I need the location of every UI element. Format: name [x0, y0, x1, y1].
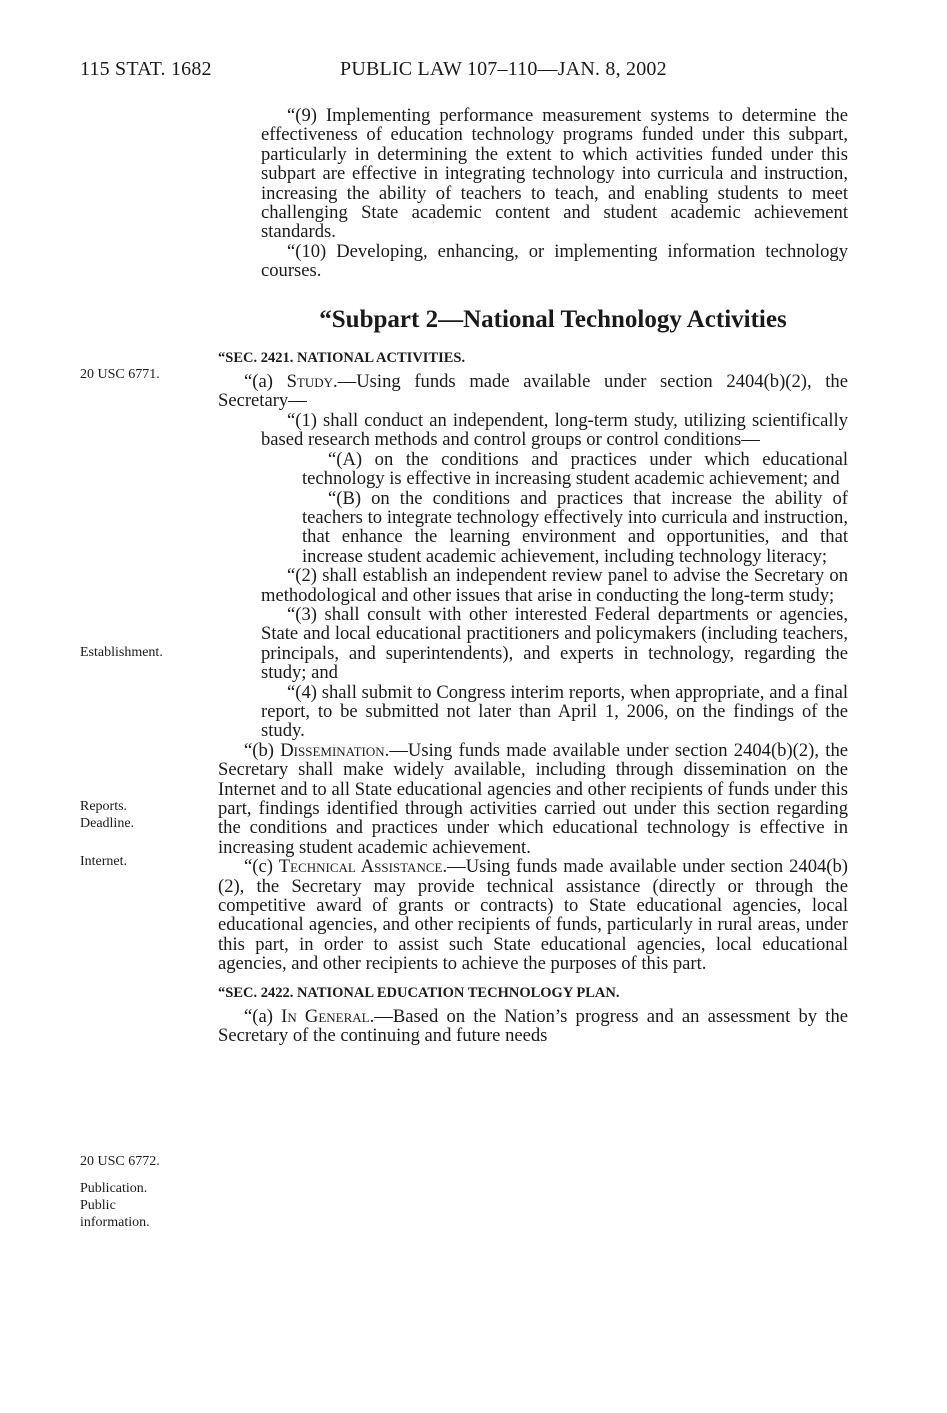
- statute-body: [218, 106, 848, 1046]
- subsection-a-in-general: [218, 1007, 848, 1046]
- subsection-c-text: .—Using funds made available under section 2404(b)(2), the Secretary may provide technical assistance (directly or through the competitive award of grants or contracts) to State educational agencies, local educational agencies, and other recipients of funds, particularly in rural areas, under this part, in order to assist such State educational agencies, local educational agencies, and other recipients to achieve the purposes of this part.: [218, 856, 848, 975]
- subsection-b-text: .—Using funds made available under section 2404(b)(2), the Secretary shall make widely available, including through dissemination on the Internet and to all State educational agencies and other recipients of funds under this part, findings identified through activities carried out under this section regarding the conditions and practices under which educational technology is effective in increasing student academic achievement.: [218, 739, 848, 858]
- running-header: PUBLIC LAW 107–110—JAN. 8, 2002: [340, 58, 667, 80]
- subsection-general-text: .—Based on the Nation’s progress and an assessment by the Secretary of the continuing and future needs: [218, 1006, 848, 1047]
- subsection-c-technical-assistance: [218, 857, 848, 973]
- margin-note-publication-line: Publication.: [80, 1181, 148, 1196]
- paragraph-a1: “(1) shall conduct an independent, long-term study, utilizing scientifically based research methods and control groups or control conditions—: [261, 409, 848, 451]
- subsection-a-heading: Study: [286, 371, 334, 393]
- paragraph-a3: “(3) shall consult with other interested Federal departments or agencies, State and local educational practitioners and policymakers (including teachers, principals, and superintendents), and experts in technology, regarding the study; and: [261, 603, 848, 684]
- margin-note-reports-line: Reports.: [80, 799, 128, 814]
- paragraph-9: “(9) Implementing performance measurement systems to determine the effectiveness of education technology programs funded under this subpart, particularly in determining the extent to which activities funded under this subpart are effective in integrating technology into curricula and instruction, increasing the ability of teachers to teach, and enabling students to meet challenging State academic content and student academic achievement standards.: [261, 105, 848, 243]
- paragraph-a2: “(2) shall establish an independent review panel to advise the Secretary on methodological and other issues that arise in conducting the long-term study;: [261, 565, 848, 606]
- subparagraph-B: “(B) on the conditions and practices that increase the ability of teachers to integrate technology effectively into curricula and instruction, that enhance the learning environment and opportunities, and that increase student academic achievement, including technology literacy;: [302, 487, 848, 567]
- paragraph-10: “(10) Developing, enhancing, or implementing information technology courses.: [261, 240, 848, 282]
- subsection-b-dissemination: [218, 741, 848, 857]
- section-2422-heading: “SEC. 2422. NATIONAL EDUCATION TECHNOLOGY PLAN.: [218, 984, 620, 1001]
- subsection-b-heading: Dissemination: [280, 739, 385, 761]
- margin-note-deadline-line: Deadline.: [80, 816, 135, 831]
- margin-note-public-line: Public: [80, 1198, 116, 1213]
- margin-note-publication: [80, 1180, 205, 1231]
- margin-note-usc-6772: 20 USC 6772.: [80, 1154, 160, 1169]
- subsection-b-prefix: “(b): [244, 739, 281, 761]
- subsection-a-prefix: “(a): [244, 371, 287, 393]
- subpart-heading: “Subpart 2—National Technology Activities: [319, 305, 787, 333]
- section-2421-heading: “SEC. 2421. NATIONAL ACTIVITIES.: [218, 349, 466, 366]
- subsection-general-prefix: “(a): [244, 1006, 282, 1028]
- subsection-c-prefix: “(c): [244, 856, 279, 878]
- margin-note-information-line: information.: [80, 1215, 150, 1230]
- subparagraph-A: “(A) on the conditions and practices under which educational technology is effective in increasing student academic achievement; and: [302, 448, 848, 490]
- margin-note-internet: Internet.: [80, 854, 128, 869]
- page-number-header: 115 STAT. 1682: [80, 58, 212, 80]
- subsection-general-heading: In General: [281, 1006, 370, 1028]
- subsection-a-text: .—Using funds made available under section 2404(b)(2), the Secretary—: [218, 371, 848, 412]
- margin-note-usc-6771: 20 USC 6771.: [80, 367, 160, 382]
- margin-note-reports: [80, 798, 205, 832]
- margin-note-establishment: Establishment.: [80, 645, 163, 660]
- paragraph-a4: “(4) shall submit to Congress interim reports, when appropriate, and a final report, to be submitted not later than April 1, 2006, on the findings of the study.: [261, 681, 848, 742]
- subsection-a-study: [218, 372, 848, 411]
- subsection-c-heading: Technical Assistance: [278, 856, 443, 878]
